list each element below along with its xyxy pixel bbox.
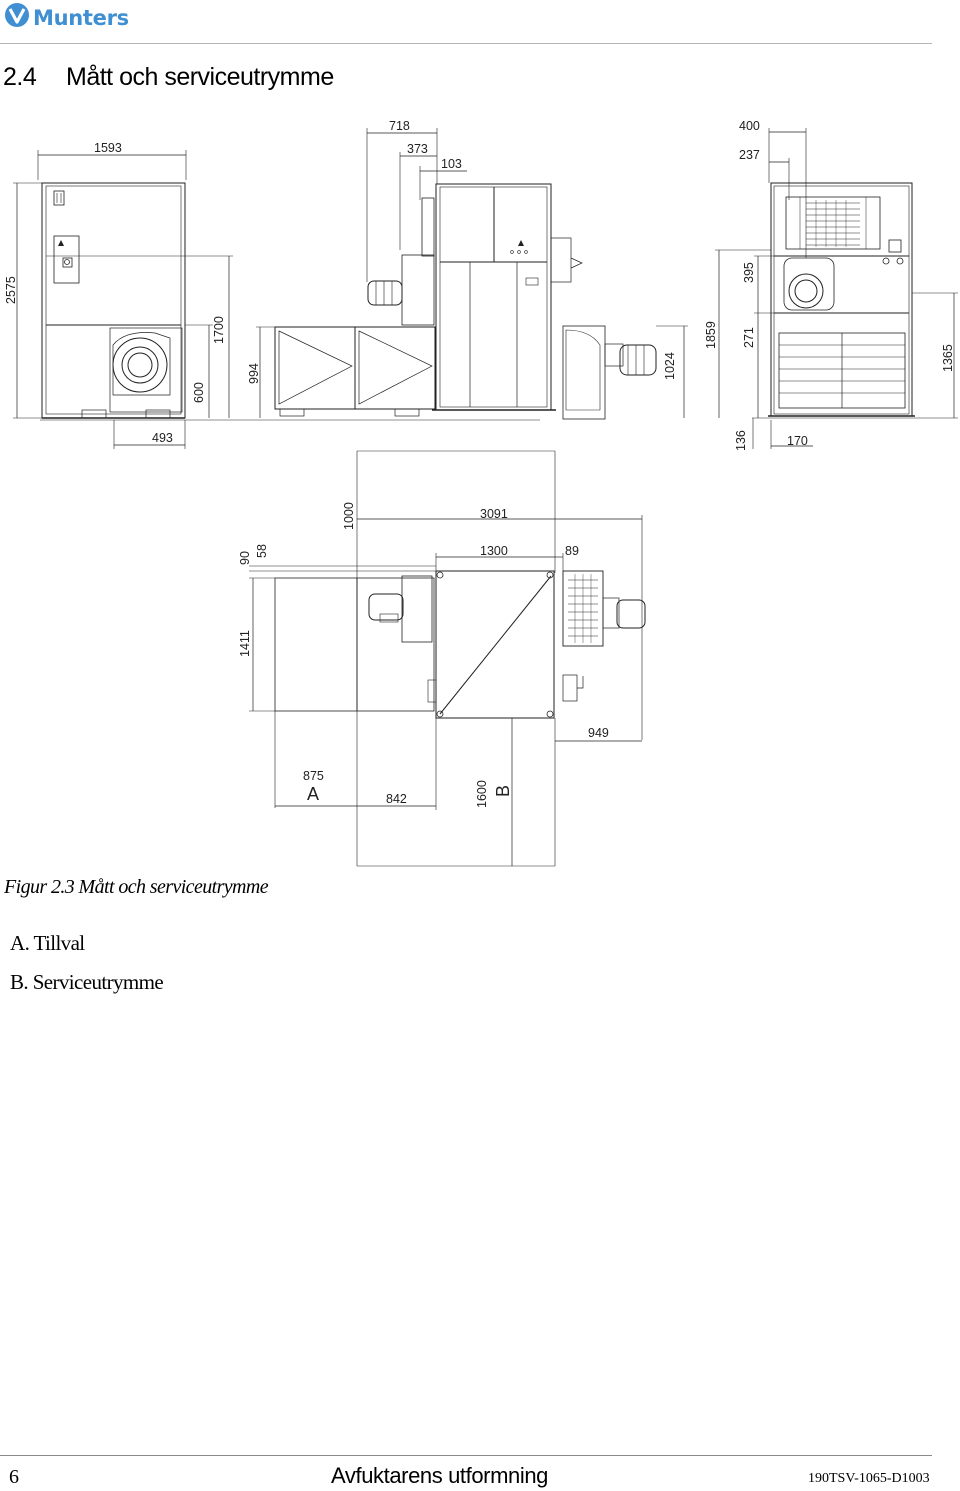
dim-600: 600 (192, 382, 206, 403)
side-view (715, 128, 958, 449)
page-number: 6 (9, 1466, 19, 1488)
dim-1000: 1000 (342, 502, 356, 530)
dim-400: 400 (739, 119, 760, 133)
brand-logo (4, 2, 129, 33)
dim-136: 136 (734, 430, 748, 451)
dim-170: 170 (787, 434, 808, 448)
dim-3091: 3091 (480, 507, 508, 521)
label-a: A (307, 784, 320, 804)
legend-item-b: B. Serviceutrymme (10, 970, 164, 994)
dim-842: 842 (386, 792, 407, 806)
dim-90: 90 (238, 551, 252, 565)
section-number: 2.4 (3, 63, 37, 91)
document-id: 190TSV-1065-D1003 (808, 1471, 930, 1486)
dimension-drawing (0, 100, 960, 870)
section-title: Mått och serviceutrymme (66, 63, 334, 91)
dim-718: 718 (389, 119, 410, 133)
dim-103: 103 (441, 157, 462, 171)
dim-994: 994 (247, 363, 261, 384)
dim-1593: 1593 (94, 141, 122, 155)
front-view (13, 128, 688, 449)
dim-395: 395 (742, 262, 756, 283)
dim-89: 89 (565, 544, 579, 558)
dim-493: 493 (152, 431, 173, 445)
footer-rule (0, 1455, 932, 1456)
dim-373: 373 (407, 142, 428, 156)
figure-caption: Figur 2.3 Mått och serviceutrymme (4, 876, 269, 898)
dim-237: 237 (739, 148, 760, 162)
dim-1859: 1859 (704, 321, 718, 349)
label-b: B (493, 784, 513, 797)
dim-271: 271 (742, 327, 756, 348)
dim-1300: 1300 (480, 544, 508, 558)
legend-item-a: A. Tillval (10, 931, 85, 955)
dim-1700: 1700 (212, 316, 226, 344)
header-rule (0, 43, 932, 44)
dim-1411: 1411 (238, 630, 252, 657)
dim-1600: 1600 (475, 780, 489, 808)
dim-1024: 1024 (663, 352, 677, 380)
dim-1365: 1365 (941, 344, 955, 372)
dim-2575: 2575 (4, 276, 18, 304)
dim-875: 875 (303, 769, 324, 783)
dim-58: 58 (255, 544, 269, 558)
brand-name: Munters (33, 5, 129, 30)
section-heading (3, 63, 334, 92)
dim-949: 949 (588, 726, 609, 740)
munters-v-logo-icon (4, 2, 30, 33)
page-header (0, 0, 960, 46)
footer-title: Avfuktarens utformning (331, 1463, 549, 1488)
